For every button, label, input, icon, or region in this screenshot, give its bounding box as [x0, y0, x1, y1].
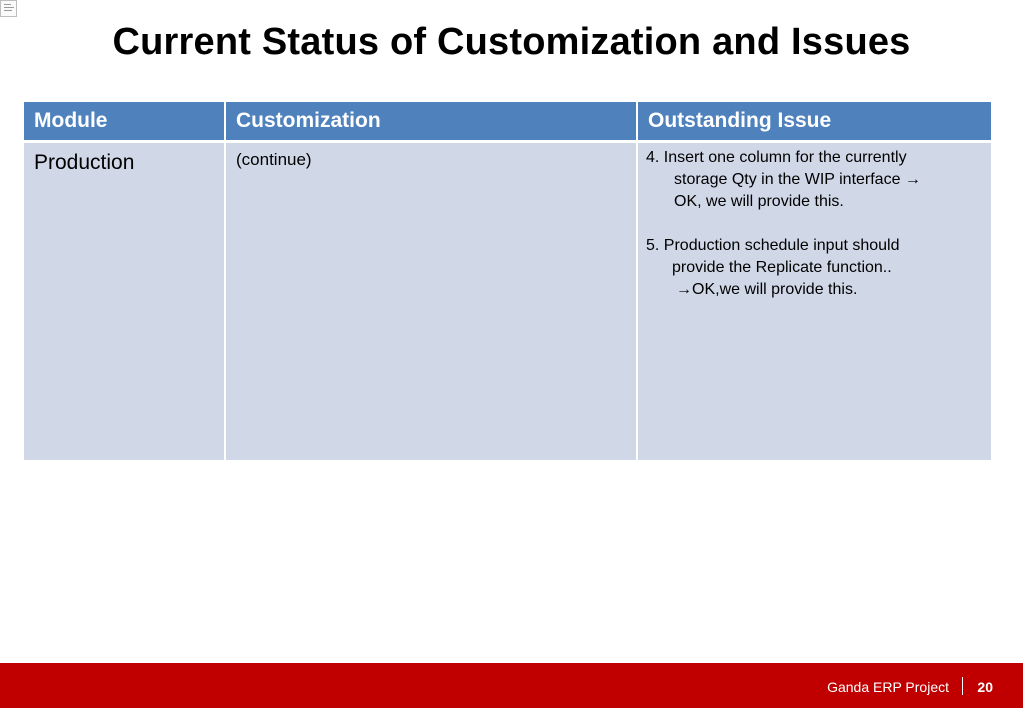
outstanding-issue-cell — [637, 142, 991, 461]
customization-value: (continue) — [236, 150, 312, 169]
issue-line: 4. Insert one column for the currently — [646, 149, 907, 166]
module-cell — [24, 142, 225, 461]
footer-bar — [0, 663, 1023, 708]
issue-line: OK, we will provide this. — [674, 193, 844, 210]
table-header-row — [24, 102, 991, 142]
header-outstanding-issue: Outstanding Issue — [637, 102, 991, 142]
status-table — [24, 102, 991, 460]
issue-line: →OK,we will provide this. — [676, 281, 858, 298]
header-customization: Customization — [225, 102, 637, 142]
issue-item-5 — [646, 235, 981, 301]
module-value: Production — [34, 151, 135, 174]
customization-cell — [225, 142, 637, 461]
issue-item-4 — [646, 147, 981, 213]
issue-line: storage Qty in the WIP interface → — [674, 171, 921, 188]
footer-divider — [962, 677, 963, 695]
page-number: 20 — [977, 679, 993, 695]
issue-line: 5. Production schedule input should — [646, 237, 900, 254]
page-title: Current Status of Customization and Issues — [112, 21, 911, 63]
slide-thumbnail-icon — [0, 0, 17, 17]
table-row — [24, 142, 991, 461]
footer-project-name: Ganda ERP Project — [827, 679, 949, 695]
issue-line: provide the Replicate function.. — [672, 259, 892, 276]
header-module: Module — [24, 102, 225, 142]
